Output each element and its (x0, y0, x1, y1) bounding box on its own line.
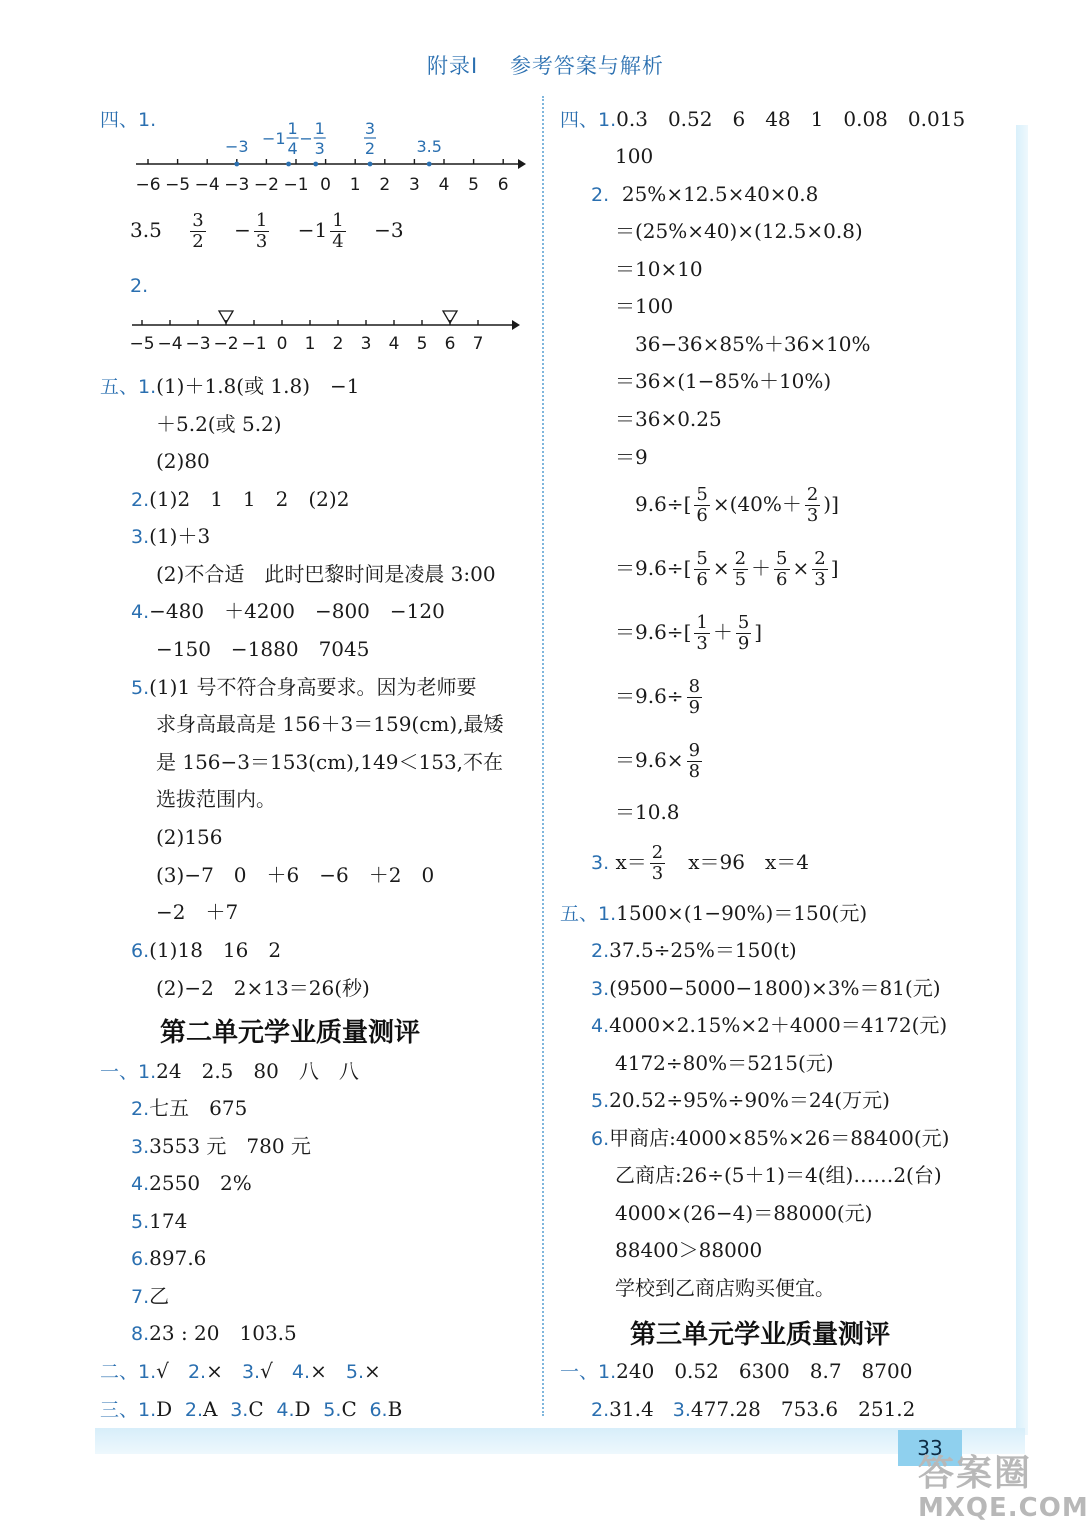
mark-den: 4 (287, 139, 298, 158)
ans-c-fraction: $\frac{1}{3}$ (255, 210, 268, 252)
tick-label: 0 (276, 334, 288, 354)
mark-num: 1 (287, 119, 298, 138)
left-s5-4: 4.−480 ＋4200 −800 −120 (131, 599, 445, 623)
mark-label: −3 (225, 137, 249, 156)
left-u1-5: 5.174 (131, 1209, 188, 1233)
right-r5-3: 3.(9500−5000−1800)×3%＝81(元) (591, 976, 941, 1000)
right-r5-6b: 乙商店:26÷(5＋1)＝4(组)……2(台) (615, 1163, 942, 1187)
tick-label: 1 (349, 175, 361, 195)
number-line-1 (130, 118, 530, 198)
ans-a: 3.5 (130, 218, 162, 242)
e2-frac-1: $\frac{5}{6}$ (696, 548, 708, 590)
right-expr-2: ＝9.6÷[ $\frac{5}{6}$ × $\frac{2}{5}$ ＋ $\frac{5}{6}$ × $\frac{2}{3}$ ] (615, 548, 839, 590)
tick-label: 2 (379, 175, 391, 195)
right-expr-3: ＝9.6÷[ $\frac{1}{3}$ ＋ $\frac{5}{9}$ ] (615, 612, 763, 654)
tick-label: 1 (304, 334, 316, 354)
unit2-title: 第二单元学业质量测评 (160, 1018, 421, 1048)
left-u1-7: 7.乙 (131, 1284, 170, 1308)
left-u1-3: 3.3553 元 780 元 (131, 1134, 311, 1158)
tick-label: −5 (129, 334, 155, 354)
left-s5-5-l4: 选拔范围内。 (156, 787, 276, 811)
header-title: 参考答案与解析 (509, 54, 664, 78)
right-expr-4: ＝9.6÷ $\frac{8}{9}$ (615, 676, 701, 718)
left-s5-5: 5.(1)1 号不符合身高要求。因为老师要 (131, 675, 477, 699)
left-u1-6: 6.897.6 (131, 1246, 207, 1270)
right-r4-1: 四、1.0.3 0.52 6 48 1 0.08 0.015 (560, 107, 966, 131)
ans-d-fraction: $\frac{1}{4}$ (332, 210, 344, 252)
e2-frac-2: $\frac{2}{5}$ (734, 548, 747, 590)
left-s4-answer (130, 212, 404, 251)
right-r5-6: 6.甲商店:4000×85%×26＝88400(元) (591, 1126, 950, 1150)
right-r5-2: 2.37.5÷25%＝150(t) (591, 938, 797, 962)
tick-label: 5 (416, 334, 428, 354)
left-u1-2: 2.七五 675 (131, 1096, 248, 1120)
left-s4-2-label: 2. (130, 275, 149, 297)
left-s5-2: 2.(1)2 1 1 2 (2)2 (131, 487, 350, 511)
tick-label: −1 (283, 175, 309, 195)
left-s5-3-l2: (2)不合适 此时巴黎时间是凌晨 3:00 (156, 562, 496, 586)
left-s5-5-l3: 是 156−3＝153(cm),149＜153,不在 (156, 750, 504, 774)
tick-label: 6 (444, 334, 456, 354)
left-u1-1: 一、1.24 2.5 80 八 八 (100, 1059, 359, 1083)
watermark-line1: 答案圈 (918, 1453, 1033, 1494)
right-r4-2: 2. 25%×12.5×40×0.8 (591, 182, 819, 206)
tick-label: 6 (497, 175, 509, 195)
right-r4-1b: 100 (615, 144, 654, 168)
left-s5-5-l7: −2 ＋7 (156, 900, 239, 924)
e3-frac-2: $\frac{5}{9}$ (737, 612, 750, 654)
column-divider (542, 96, 545, 1416)
right-r4-2z: ＝10.8 (615, 800, 680, 824)
tick-label: −2 (213, 334, 239, 354)
right-r4-2e: 36−36×85%＋36×10% (635, 332, 871, 356)
right-expr-5: ＝9.6× $\frac{9}{8}$ (615, 740, 701, 782)
page-header (0, 50, 1091, 80)
ans-d-whole: −1 (297, 218, 328, 242)
mark-dot (368, 162, 373, 167)
left-s5-5-l5: (2)156 (156, 825, 223, 849)
left-s5-5-l2: 求身高最高是 156＋3＝159(cm),最矮 (156, 712, 504, 736)
right-r4-2b: ＝(25%×40)×(12.5×0.8) (615, 219, 863, 243)
tick-label: 3 (360, 334, 372, 354)
e1-frac-1: $\frac{5}{6}$ (696, 484, 708, 526)
tick-label: −5 (165, 175, 191, 195)
right-r4-2d: ＝100 (615, 294, 674, 318)
e1-frac-2: $\frac{2}{3}$ (806, 484, 819, 526)
tick-label: −2 (253, 175, 279, 195)
left-s5-3: 3.(1)＋3 (131, 524, 211, 548)
tick-label: −4 (194, 175, 220, 195)
mark-dot (313, 162, 318, 167)
right-r5-4: 4.4000×2.15%×2＋4000＝4172(元) (591, 1013, 948, 1037)
left-s5-4-l2: −150 −1880 7045 (156, 637, 370, 661)
tick-label: −1 (241, 334, 267, 354)
mark-whole: −1 (262, 129, 286, 148)
right-r5-6c: 4000×(26−4)＝88000(元) (615, 1201, 873, 1225)
bottom-decor-band (95, 1428, 1025, 1454)
unit3-title: 第三单元学业质量测评 (630, 1320, 891, 1350)
left-s5-1-l3: (2)80 (156, 449, 210, 473)
right-r5-6d: 88400＞88000 (615, 1238, 763, 1262)
ans-c-sign: − (234, 218, 251, 242)
left-u1-8: 8.23 : 20 103.5 (131, 1321, 297, 1345)
number-line-2 (120, 305, 530, 357)
tick-label: 5 (468, 175, 480, 195)
mark-num: 1 (314, 119, 325, 138)
e2-frac-3: $\frac{5}{6}$ (776, 548, 788, 590)
right-r5-1: 五、1.1500×(1−90%)＝150(元) (560, 901, 868, 925)
e2-frac-4: $\frac{2}{3}$ (814, 548, 826, 590)
tick-label: −3 (224, 175, 250, 195)
ans-e: −3 (374, 218, 404, 242)
left-s5-5-l6: (3)−7 0 ＋6 −6 ＋2 0 (156, 863, 435, 887)
e3-frac-1: $\frac{1}{3}$ (696, 612, 708, 654)
tick-label: 4 (388, 334, 400, 354)
mark-label: 3.5 (416, 137, 442, 156)
mark-dot (234, 162, 239, 167)
tick-label: −3 (185, 334, 211, 354)
axis-arrow (512, 320, 520, 330)
tick-label: 2 (332, 334, 344, 354)
tick-label: −4 (157, 334, 183, 354)
watermark (908, 1445, 1089, 1530)
tick-label: −6 (135, 175, 161, 195)
tick-label: 7 (472, 334, 484, 354)
left-s5-1-l2: ＋5.2(或 5.2) (156, 412, 282, 436)
tick-label: 4 (438, 175, 450, 195)
right-r4-3: 3. x＝ $\frac{2}{3}$ x＝96 x＝4 (591, 842, 809, 884)
left-u3: 三、1.D 2.A 3.C 4.D 5.C 6.B (100, 1397, 403, 1421)
left-s5-1: 五、1.(1)＋1.8(或 1.8) −1 (100, 374, 360, 398)
left-u2: 二、1.√ 2.× 3.√ 4.× 5.× (100, 1359, 381, 1383)
appendix-label: 附录Ⅰ (427, 54, 479, 78)
right-r5-6e: 学校到乙商店购买便宜。 (615, 1276, 835, 1300)
page-number: 33 (898, 1430, 962, 1466)
right-r4-2h: ＝9 (615, 445, 648, 469)
e4-frac-1: $\frac{8}{9}$ (688, 676, 701, 718)
watermark-line2: MXQE.COM (918, 1493, 1089, 1523)
left-s5-6: 6.(1)18 16 2 (131, 938, 282, 962)
left-u1-4: 4.2550 2% (131, 1171, 252, 1195)
right-t1-2: 2.31.4 3.477.28 753.6 251.2 (591, 1397, 916, 1421)
left-s5-6-l2: (2)−2 2×13＝26(秒) (156, 976, 370, 1000)
right-r5-5: 5.20.52÷95%÷90%＝24(万元) (591, 1088, 890, 1112)
right-decor-band (1016, 125, 1028, 1435)
axis-arrow (518, 159, 526, 169)
e5-frac-1: $\frac{9}{8}$ (688, 740, 701, 782)
mark-den: 3 (314, 139, 325, 158)
mark-whole: − (299, 129, 313, 148)
right-t1-1: 一、1.240 0.52 6300 8.7 8700 (560, 1359, 913, 1383)
mark-den: 2 (364, 139, 376, 158)
right-r5-4b: 4172÷80%＝5215(元) (615, 1051, 834, 1075)
ans-b-fraction: $\frac{3}{2}$ (192, 210, 204, 252)
right-r4-2c: ＝10×10 (615, 257, 703, 281)
r4-3-fraction: $\frac{2}{3}$ (651, 842, 664, 884)
right-r4-2f: ＝36×(1−85%＋10%) (615, 369, 832, 393)
tick-label: 3 (408, 175, 420, 195)
right-expr-1: 9.6÷[ $\frac{5}{6}$ ×(40%＋ $\frac{2}{3}$ )] (635, 484, 839, 526)
mark-dot (286, 162, 291, 167)
tick-label: 0 (320, 175, 332, 195)
left-s4-label: 四、1. (100, 109, 157, 131)
right-r4-2g: ＝36×0.25 (615, 407, 722, 431)
mark-num: 3 (364, 119, 376, 138)
mark-dot (427, 162, 432, 167)
